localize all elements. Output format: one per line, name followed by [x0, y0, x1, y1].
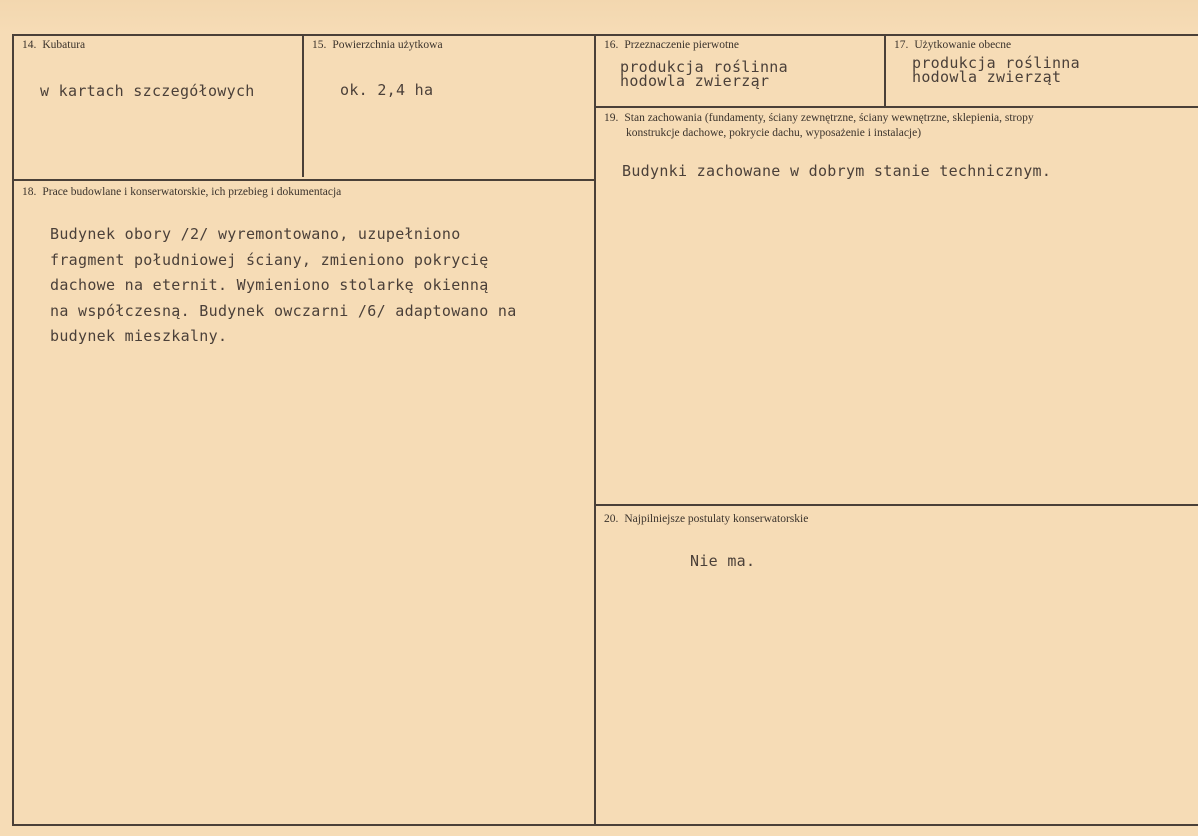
field-17-label	[894, 38, 1011, 53]
field-18-title: Prace budowlane i konserwatorskie, ich przebieg i dokumentacja	[42, 186, 342, 198]
field-18-line: fragment południowej ściany, zmieniono pokrycię	[50, 250, 489, 269]
field-17-line: hodowla zwierząt	[912, 68, 1062, 86]
field-19-label	[604, 111, 1034, 126]
field-14-title: Kubatura	[42, 39, 86, 51]
field-15-label	[312, 38, 443, 53]
field-20-title: Najpilniejsze postulaty konserwatorskie	[624, 513, 809, 525]
field-16-number: 16.	[604, 39, 619, 51]
top-border	[12, 34, 1198, 36]
field-14-label	[22, 38, 85, 53]
field-20-number: 20.	[604, 513, 619, 525]
field-15-title: Powierzchnia użytkowa	[332, 39, 443, 51]
field-16-title: Przeznaczenie pierwotne	[624, 39, 739, 51]
field-17-title: Użytkowanie obecne	[914, 39, 1012, 51]
field-19-title-line1: Stan zachowania (fundamenty, ściany zewnętrzne, ściany wewnętrzne, sklepienia, stropy	[624, 112, 1034, 124]
field-16-line: produkcja roślinna	[620, 58, 788, 76]
field-18-number: 18.	[22, 186, 37, 198]
field-16-line: hodowla zwierząr	[620, 72, 770, 90]
field-17-value	[912, 56, 1080, 84]
field-19-label-line2: konstrukcje dachowe, pokrycie dachu, wyposażenie i instalacje)	[626, 127, 922, 139]
field-19-value: Budynki zachowane w dobrym stanie technicznym.	[622, 162, 1052, 180]
field-18-value	[50, 222, 517, 350]
divider-row-18	[12, 179, 595, 181]
left-border	[12, 34, 14, 825]
field-16-value	[620, 60, 788, 88]
field-19-number: 19.	[604, 112, 619, 124]
field-15-value: ok. 2,4 ha	[340, 81, 434, 99]
bottom-border	[12, 824, 1198, 826]
field-18-line: budynek mieszkalny.	[50, 327, 228, 345]
paper-top-edge	[0, 0, 1198, 34]
field-20-value: Nie ma.	[690, 552, 756, 570]
field-14-value: w kartach szczegółowych	[40, 82, 255, 100]
field-17-number: 17.	[894, 39, 909, 51]
divider-14-15	[302, 34, 304, 177]
divider-16-17	[884, 34, 886, 107]
divider-row-19	[594, 106, 1198, 108]
field-18-line: dachowe na eternit. Wymieniono stolarkę okienną	[50, 276, 489, 294]
field-20-label	[604, 512, 808, 527]
divider-main	[594, 34, 596, 825]
field-18-line: na współczesną. Budynek owczarni /6/ adaptowano na	[50, 301, 517, 320]
field-17-line: produkcja roślinna	[912, 54, 1080, 72]
field-16-label	[604, 38, 739, 53]
divider-row-20	[594, 504, 1198, 506]
field-18-label	[22, 185, 341, 200]
field-18-line: Budynek obory /2/ wyremontowano, uzupełniono	[50, 225, 461, 243]
field-14-number: 14.	[22, 39, 37, 51]
field-15-number: 15.	[312, 39, 327, 51]
